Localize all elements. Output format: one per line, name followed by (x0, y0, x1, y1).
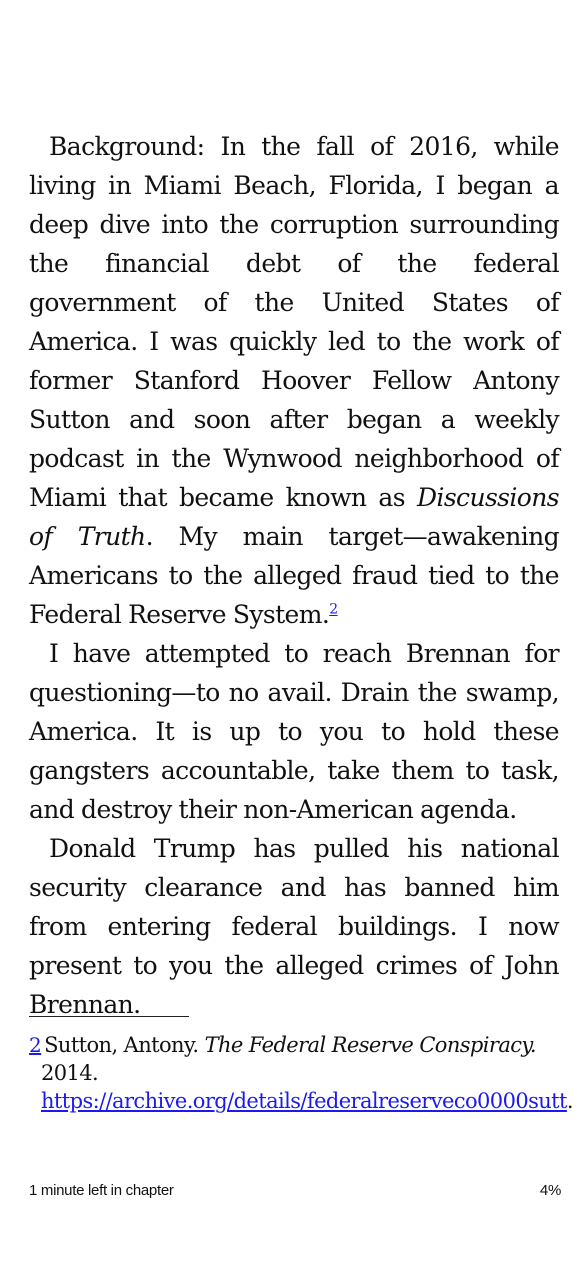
paragraph-trump: Donald Trump has pulled his national security clearance and has banned him from entering federal buildings. I now present to you the alleged crimes of John Brennan. (29, 834, 559, 1019)
footnote-divider (29, 1016, 189, 1017)
footnote (29, 1031, 573, 1115)
footnote-year: 2014. (41, 1061, 99, 1085)
paragraph-text: Background: In the fall of 2016, while living in Miami Beach, Florida, I began a deep dive into the corruption surrounding the financial debt of the federal government of the United States of America. I was quickly led to the work of former Stanford Hoover Fellow Antony Sutton and soon after began a weekly podcast in the Wynwood neighborhood of Miami that became known as (29, 132, 559, 512)
reading-progress-percent: 4% (539, 1182, 561, 1199)
paragraph-background (29, 127, 559, 634)
book-page-text (29, 127, 559, 1024)
footnote-author: Sutton, Antony. (44, 1033, 205, 1057)
footnote-url-link[interactable]: https://archive.org/details/federalreserveco0000sutt (41, 1089, 567, 1113)
footnote-book-title: The Federal Reserve Conspiracy. (204, 1033, 536, 1057)
paragraph-brennan: I have attempted to reach Brennan for questioning—to no avail. Drain the swamp, America. It is up to you to hold these gangsters accountable, take them to task, and destroy their non-American agenda. (29, 639, 559, 824)
footnote-reference-link[interactable]: 2 (329, 601, 338, 618)
reading-status-bar (29, 1182, 561, 1199)
podcast-title-italic: Discussions of Truth (29, 483, 559, 551)
time-left-in-chapter: 1 minute left in chapter (29, 1182, 174, 1199)
footnote-end: . (566, 1089, 573, 1113)
footnote-number-link[interactable]: 2 (29, 1033, 42, 1057)
paragraph-text: . My main target—awakening Americans to the alleged fraud tied to the Federal Reserve System. (29, 522, 560, 629)
